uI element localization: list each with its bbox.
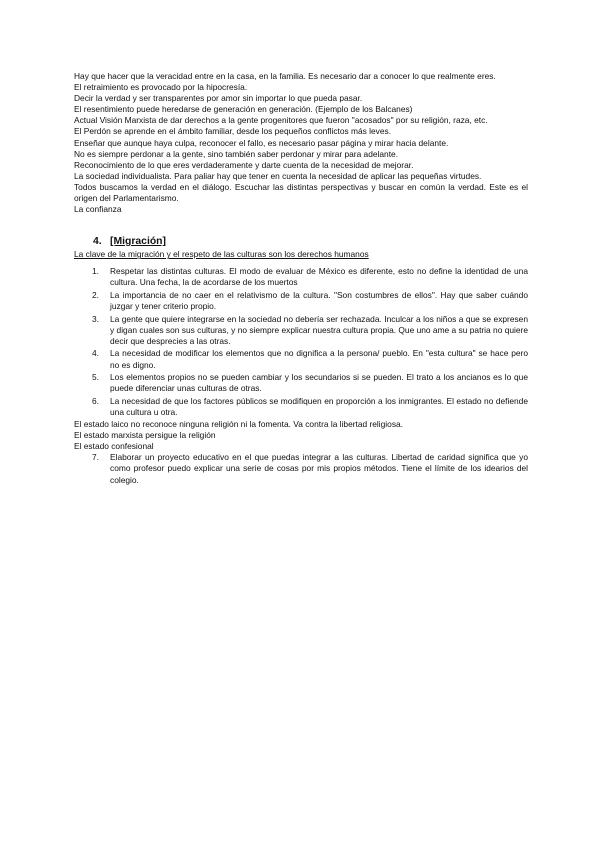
paragraph: Hay que hacer que la veracidad entre en la casa, en la familia. Es necesario dar a conocer lo que realmente eres. <box>74 71 496 81</box>
paragraph: No es siempre perdonar a la gente, sino también saber perdonar y mirar para adelante. <box>74 148 399 159</box>
paragraph: El retraimiento es provocado por la hipocresía. <box>74 82 248 93</box>
paragraph: La sociedad individualista. Para paliar hay que tener en cuenta la necesidad de aplicar las pequeñas virtudes. <box>74 170 482 181</box>
list-item-number: 2. <box>92 290 99 300</box>
list-item <box>74 266 528 288</box>
list-item <box>74 396 528 418</box>
list-item-text: La gente que quiere integrarse en la sociedad no debería ser rechazada. Inculcar a los niños a que se expresen y digan cuales son sus culturas, y no siempre explicar nuestra cultura propia. Que uno ame a su patria no quiere decir que desprecies a las otras. <box>110 313 528 346</box>
list-item <box>74 314 528 347</box>
paragraph: El estado laico no reconoce ninguna religión ni la fomenta. Va contra la libertad religiosa. <box>74 419 403 430</box>
list-item-text: Elaborar un proyecto educativo en el que puedas integrar a las culturas. Libertad de caridad significa que yo como profesor puedo explicar una serie de cosas por mis propios métodos. Tiene el límite de los idearios del colegio. <box>110 452 528 485</box>
section-title: [Migración] <box>110 236 166 248</box>
section-number: 4. <box>93 236 102 248</box>
list-item-number: 7. <box>92 452 99 463</box>
paragraph: La confianza <box>74 204 122 215</box>
list-item-number: 1. <box>92 266 99 277</box>
list-item-number: 4. <box>92 348 99 359</box>
document-page <box>74 71 528 487</box>
paragraph: Todos buscamos la verdad en el diálogo. Escuchar las distintas perspectivas y buscar en común la verdad. Este es el origen del Parlamentarismo. <box>74 181 528 204</box>
section-subtitle: La clave de la migración y el respeto de las culturas son los derechos humanos <box>74 249 369 260</box>
list-item <box>74 452 528 485</box>
list-item-number: 3. <box>92 313 99 324</box>
list-item-number: 5. <box>92 372 99 383</box>
list-item <box>74 348 528 370</box>
list-item-text: La necesidad de modificar los elementos que no dignifica a la persona/ pueblo. En "esta cultura" se hace pero no es digno. <box>110 348 528 370</box>
list-item-number: 6. <box>92 395 99 406</box>
paragraph: El Perdón se aprende en el ámbito familiar, desde los pequeños conflictos más leves. <box>74 126 392 137</box>
list-item <box>74 372 528 394</box>
section-heading <box>93 235 528 248</box>
list-item-text: La necesidad de que los factores públicos se modifiquen en proporción a los inmigrantes. El estado no defiende una cultura u otra. <box>110 395 528 417</box>
paragraph: El resentimiento puede heredarse de generación en generación. (Ejemplo de los Balcanes) <box>74 104 413 115</box>
list-item-text: La importancia de no caer en el relativismo de la cultura. "Son costumbres de ellos". Hay que saber cuándo juzgar y tener criterio propio. <box>110 290 528 312</box>
list-item-text: Los elementos propios no se pueden cambiar y los secundarios si se pueden. El trato a los ancianos es lo que puede diferenciar unas culturas de otras. <box>110 372 528 394</box>
spacer <box>74 215 528 235</box>
list-item-text: Respetar las distintas culturas. El modo de evaluar de México es diferente, esto no define la identidad de una cultura. Una fecha, la de acordarse de los muertos <box>110 266 528 288</box>
paragraph: Actual Visión Marxista de dar derechos a la gente progenitores que fueron "acosados" por su religión, raza, etc. <box>74 115 488 126</box>
list-item <box>74 290 528 312</box>
paragraph: Decir la verdad y ser transparentes por amor sin importar lo que pueda pasar. <box>74 93 363 104</box>
paragraph: Enseñar que aunque haya culpa, reconocer el fallo, es necesario pasar página y mirar hacia delante. <box>74 137 449 148</box>
paragraph: El estado marxista persigue la religión <box>74 430 216 441</box>
paragraph: Reconocimiento de lo que eres verdaderamente y darte cuenta de la necesidad de mejorar. <box>74 159 414 170</box>
paragraph: El estado confesional <box>74 441 154 452</box>
